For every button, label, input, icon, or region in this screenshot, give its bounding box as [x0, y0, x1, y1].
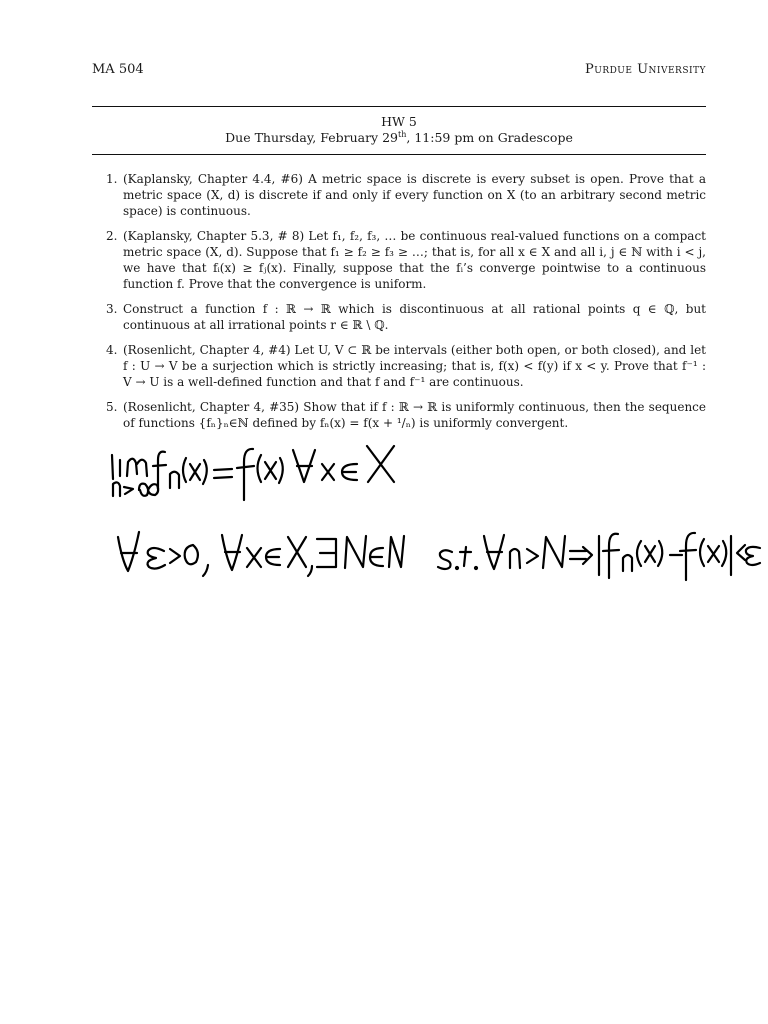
problem-number: 4.: [106, 343, 118, 357]
handwriting-line-1-text: [0, 0, 1, 1]
university-name: Purdue University: [584, 62, 706, 77]
problem-text: (Kaplansky, Chapter 4.4, #6) A metric space is discrete is every subset is open. Prove that a metric space (X, d) is discrete if and only if every function on X (to an arbitrary second metric space) is continuous.: [123, 172, 706, 218]
problem-number: 5.: [106, 400, 118, 414]
handwritten-line-2: [118, 532, 760, 580]
problem-text: (Kaplansky, Chapter 5.3, # 8) Let f₁, f₂, f₃, … be continuous real-valued functions on a compact metric space (X, d). Suppose that f₁ ≥ f₂ ≥ f₃ ≥ …; that is, for all x ∈ X and all i, j ∈ ℕ with i < j, we have that fᵢ(x) ≥ fⱼ(x). Finally, suppose that the fᵢ’s converge pointwise to a continuous function f. Prove that the convergence is uniform.: [123, 229, 706, 291]
problem-number: 3.: [106, 302, 118, 316]
due-prefix: Due Thursday, February 29: [225, 130, 398, 146]
due-superscript: th: [398, 130, 407, 139]
problem-number: 2.: [106, 229, 118, 243]
problem-text: (Rosenlicht, Chapter 4, #4) Let U, V ⊂ ℝ be intervals (either both open, or both closed), and let f : U → V be a surjection which is strictly increasing; that is, f(x) < f(y) if x < y. Prove that f⁻¹ : V → U is a well-defined function and that f and f⁻¹ are continuous.: [123, 343, 706, 389]
handwritten-line-1: [112, 446, 394, 500]
due-suffix: , 11:59 pm on Gradescope: [406, 130, 573, 146]
problem-text: Construct a function f : ℝ → ℝ which is discontinuous at all rational points q ∈ ℚ, but continuous at all irrational points r ∈ ℝ \ ℚ.: [123, 302, 706, 332]
course-code: MA 504: [92, 62, 144, 77]
problem-number: 1.: [106, 172, 118, 186]
assignment-title: HW 5: [381, 114, 417, 129]
problem-text: (Rosenlicht, Chapter 4, #35) Show that if f : ℝ → ℝ is uniformly continuous, then the sequence of functions {fₙ}ₙ∈ℕ defined by fₙ(x) = f(x + ¹/ₙ) is uniformly convergent.: [123, 400, 706, 430]
